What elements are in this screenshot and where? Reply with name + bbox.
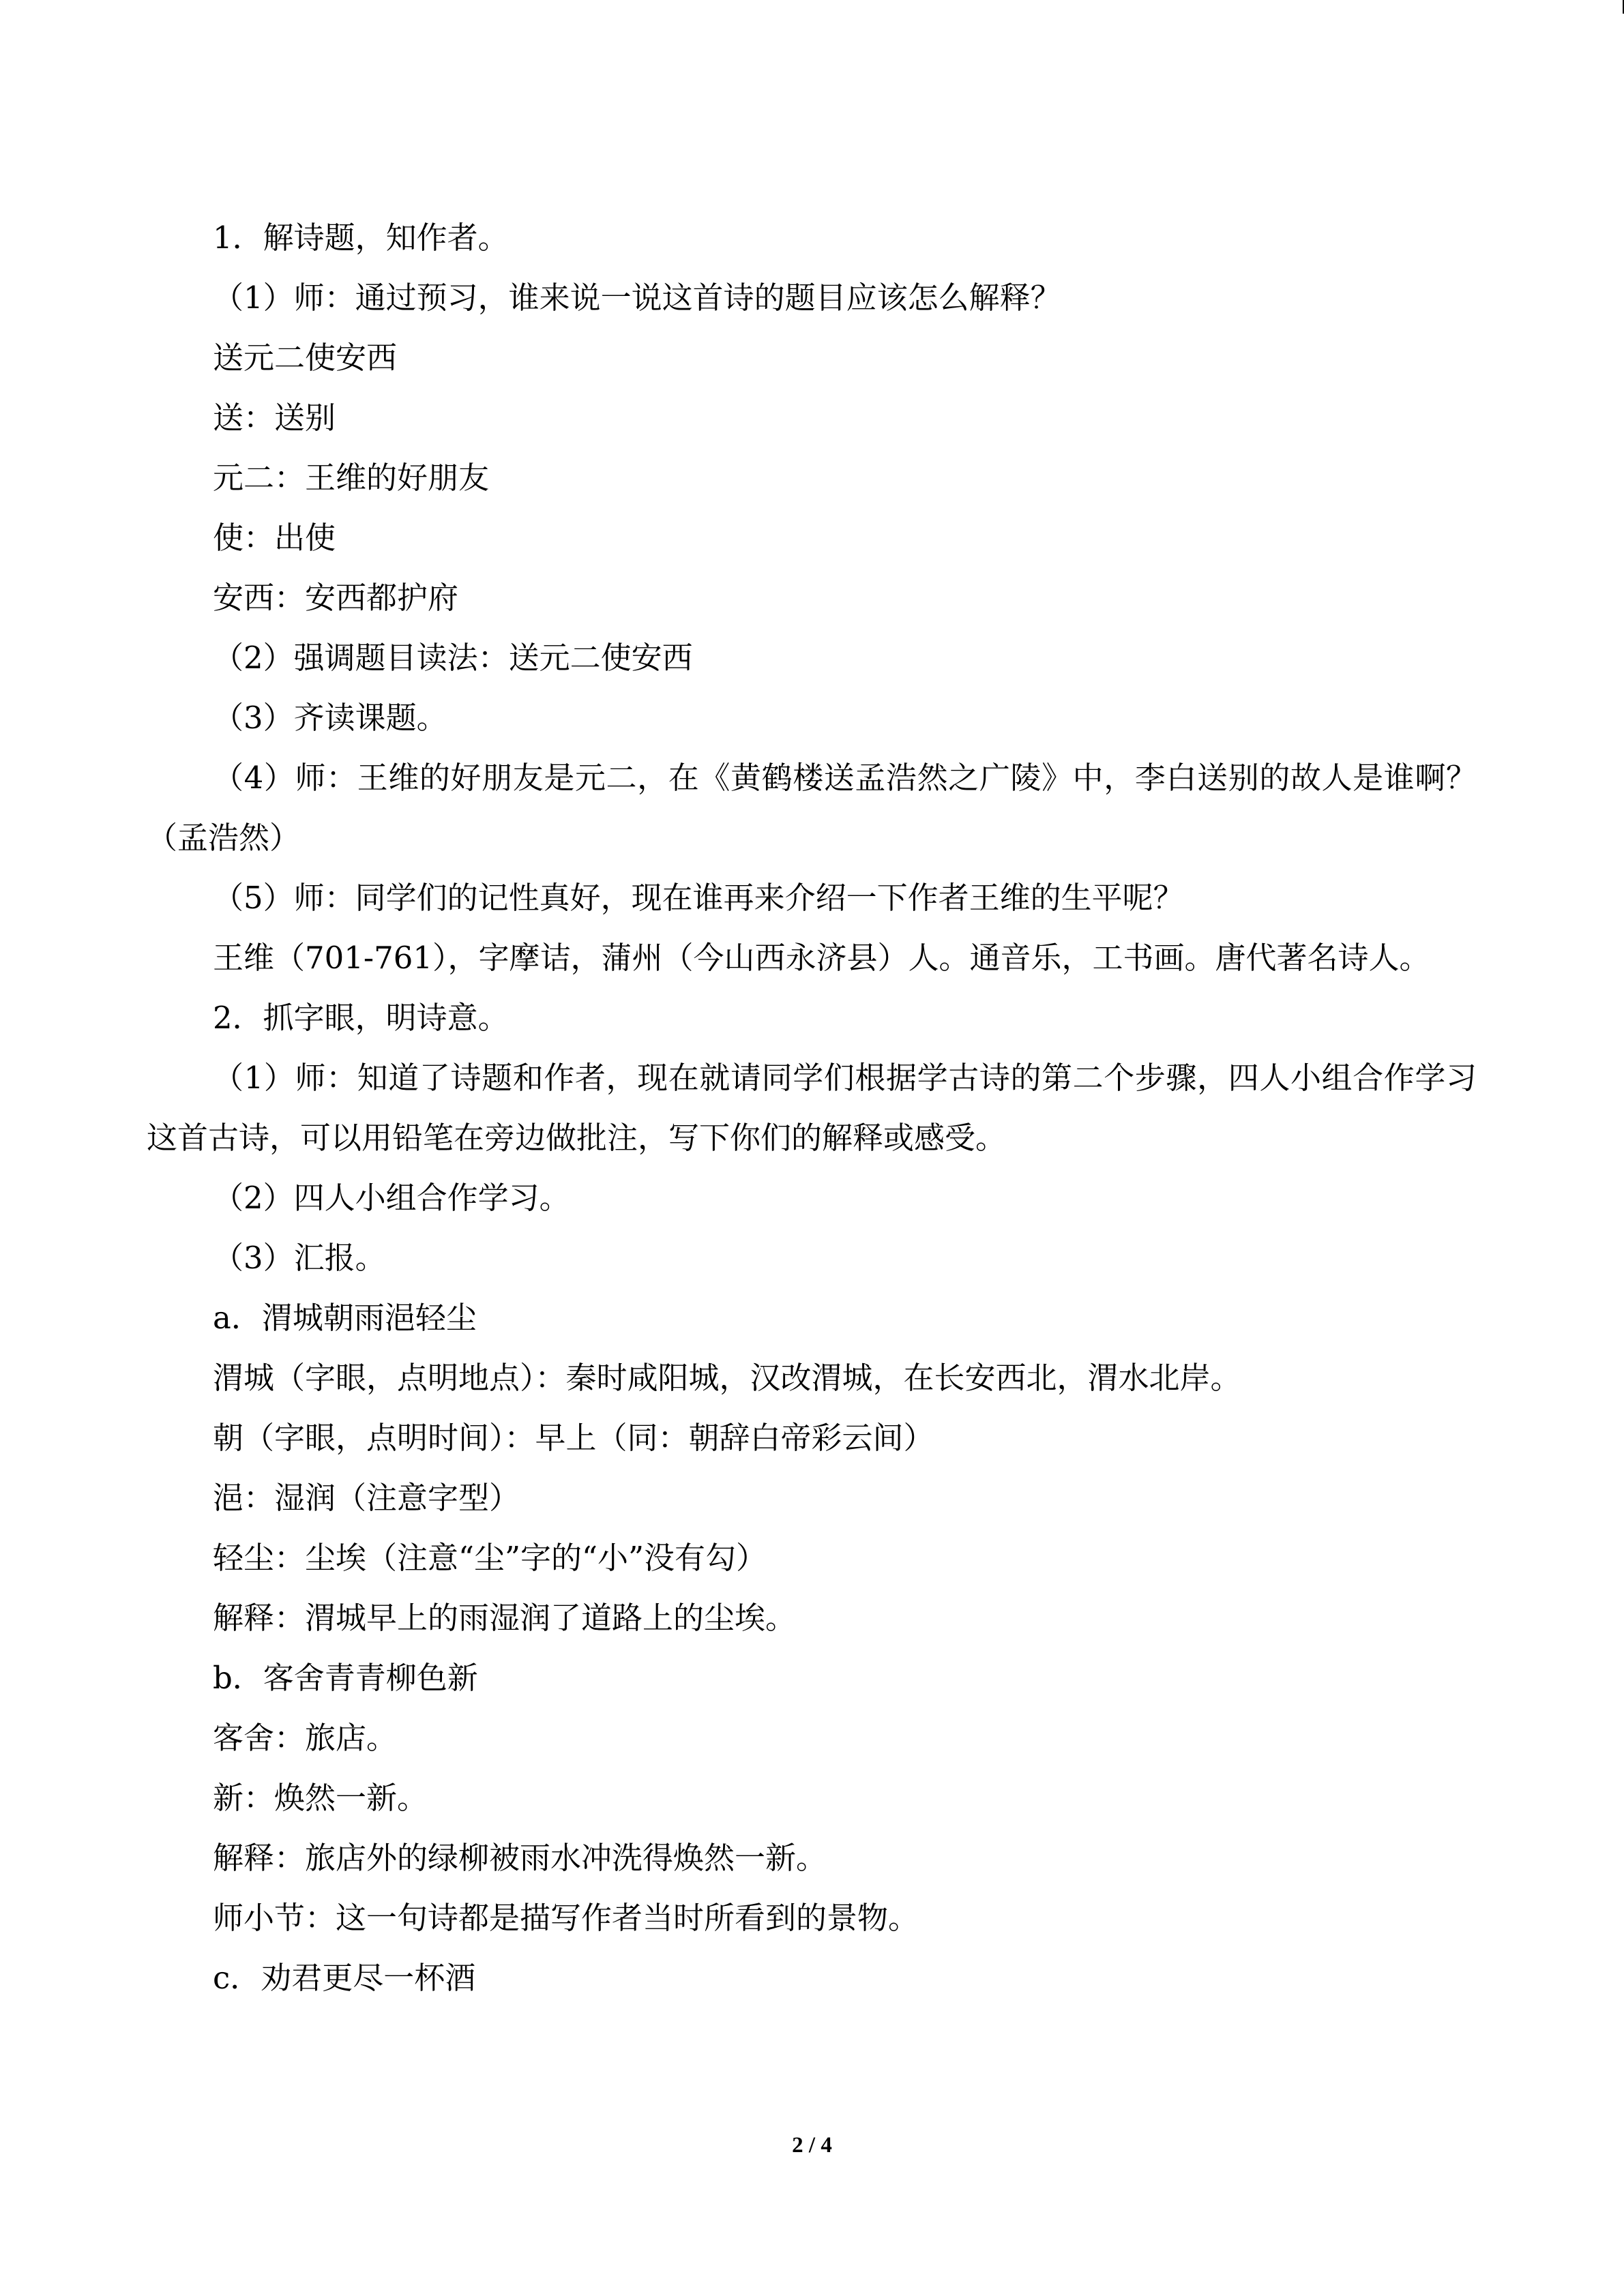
paragraph: 轻尘：尘埃（注意“尘”字的“小”没有勾） — [213, 1540, 767, 1576]
paragraph: 浥：湿润（注意字型） — [213, 1480, 520, 1516]
paragraph: 客舍：旅店。 — [213, 1720, 398, 1756]
paragraph: 解释：旅店外的绿柳被雨水冲洗得焕然一新。 — [213, 1840, 827, 1876]
paragraph: 朝（字眼，点明时间）：早上（同：朝辞白帝彩云间） — [213, 1420, 934, 1456]
paragraph: （1）师：知道了诗题和作者，现在就请同学们根据学古诗的第二个步骤，四人小组合作学习这首古诗，可以用铅笔在旁边做批注，写下你们的解释或感受。 — [147, 1060, 1477, 1156]
paragraph: （1）师：通过预习，谁来说一说这首诗的题目应该怎么解释？ — [213, 280, 1061, 316]
paragraph: b．客舍青青柳色新 — [213, 1660, 478, 1696]
paragraph: 王维（701-761），字摩诘，蒲州（今山西永济县）人。通音乐，工书画。唐代著名诗人。 — [213, 940, 1430, 976]
document-body — [147, 208, 1477, 2008]
paragraph: （2）强调题目读法：送元二使安西 — [213, 640, 693, 676]
paragraph: 渭城（字眼，点明地点）：秦时咸阳城，汉改渭城，在长安西北，渭水北岸。 — [213, 1360, 1241, 1396]
page-number: 2 / 4 — [792, 2133, 832, 2158]
paragraph: 新：焕然一新。 — [213, 1780, 428, 1816]
paragraph: 送：送别 — [213, 400, 336, 436]
paragraph: c．劝君更尽一杯酒 — [213, 1960, 476, 1996]
paragraph: 元二：王维的好朋友 — [213, 460, 490, 496]
paragraph: 使：出使 — [213, 520, 336, 556]
paragraph: （4）师：王维的好朋友是元二，在《黄鹤楼送孟浩然之广陵》中，李白送别的故人是谁啊？（孟浩然） — [147, 760, 1477, 856]
paragraph: （3）齐读课题。 — [213, 700, 447, 736]
paragraph: （3）汇报。 — [213, 1240, 386, 1276]
paragraph: 2．抓字眼，明诗意。 — [213, 1000, 509, 1036]
paragraph: 解释：渭城早上的雨湿润了道路上的尘埃。 — [213, 1600, 797, 1636]
paragraph: 1．解诗题，知作者。 — [213, 220, 509, 256]
paragraph: 安西：安西都护府 — [213, 580, 459, 616]
paragraph: a．渭城朝雨浥轻尘 — [213, 1300, 477, 1336]
paragraph: 师小节：这一句诗都是描写作者当时所看到的景物。 — [213, 1900, 919, 1936]
paragraph: 送元二使安西 — [213, 340, 398, 376]
paragraph: （5）师：同学们的记性真好，现在谁再来介绍一下作者王维的生平呢？ — [213, 880, 1184, 916]
paragraph: （2）四人小组合作学习。 — [213, 1180, 570, 1216]
